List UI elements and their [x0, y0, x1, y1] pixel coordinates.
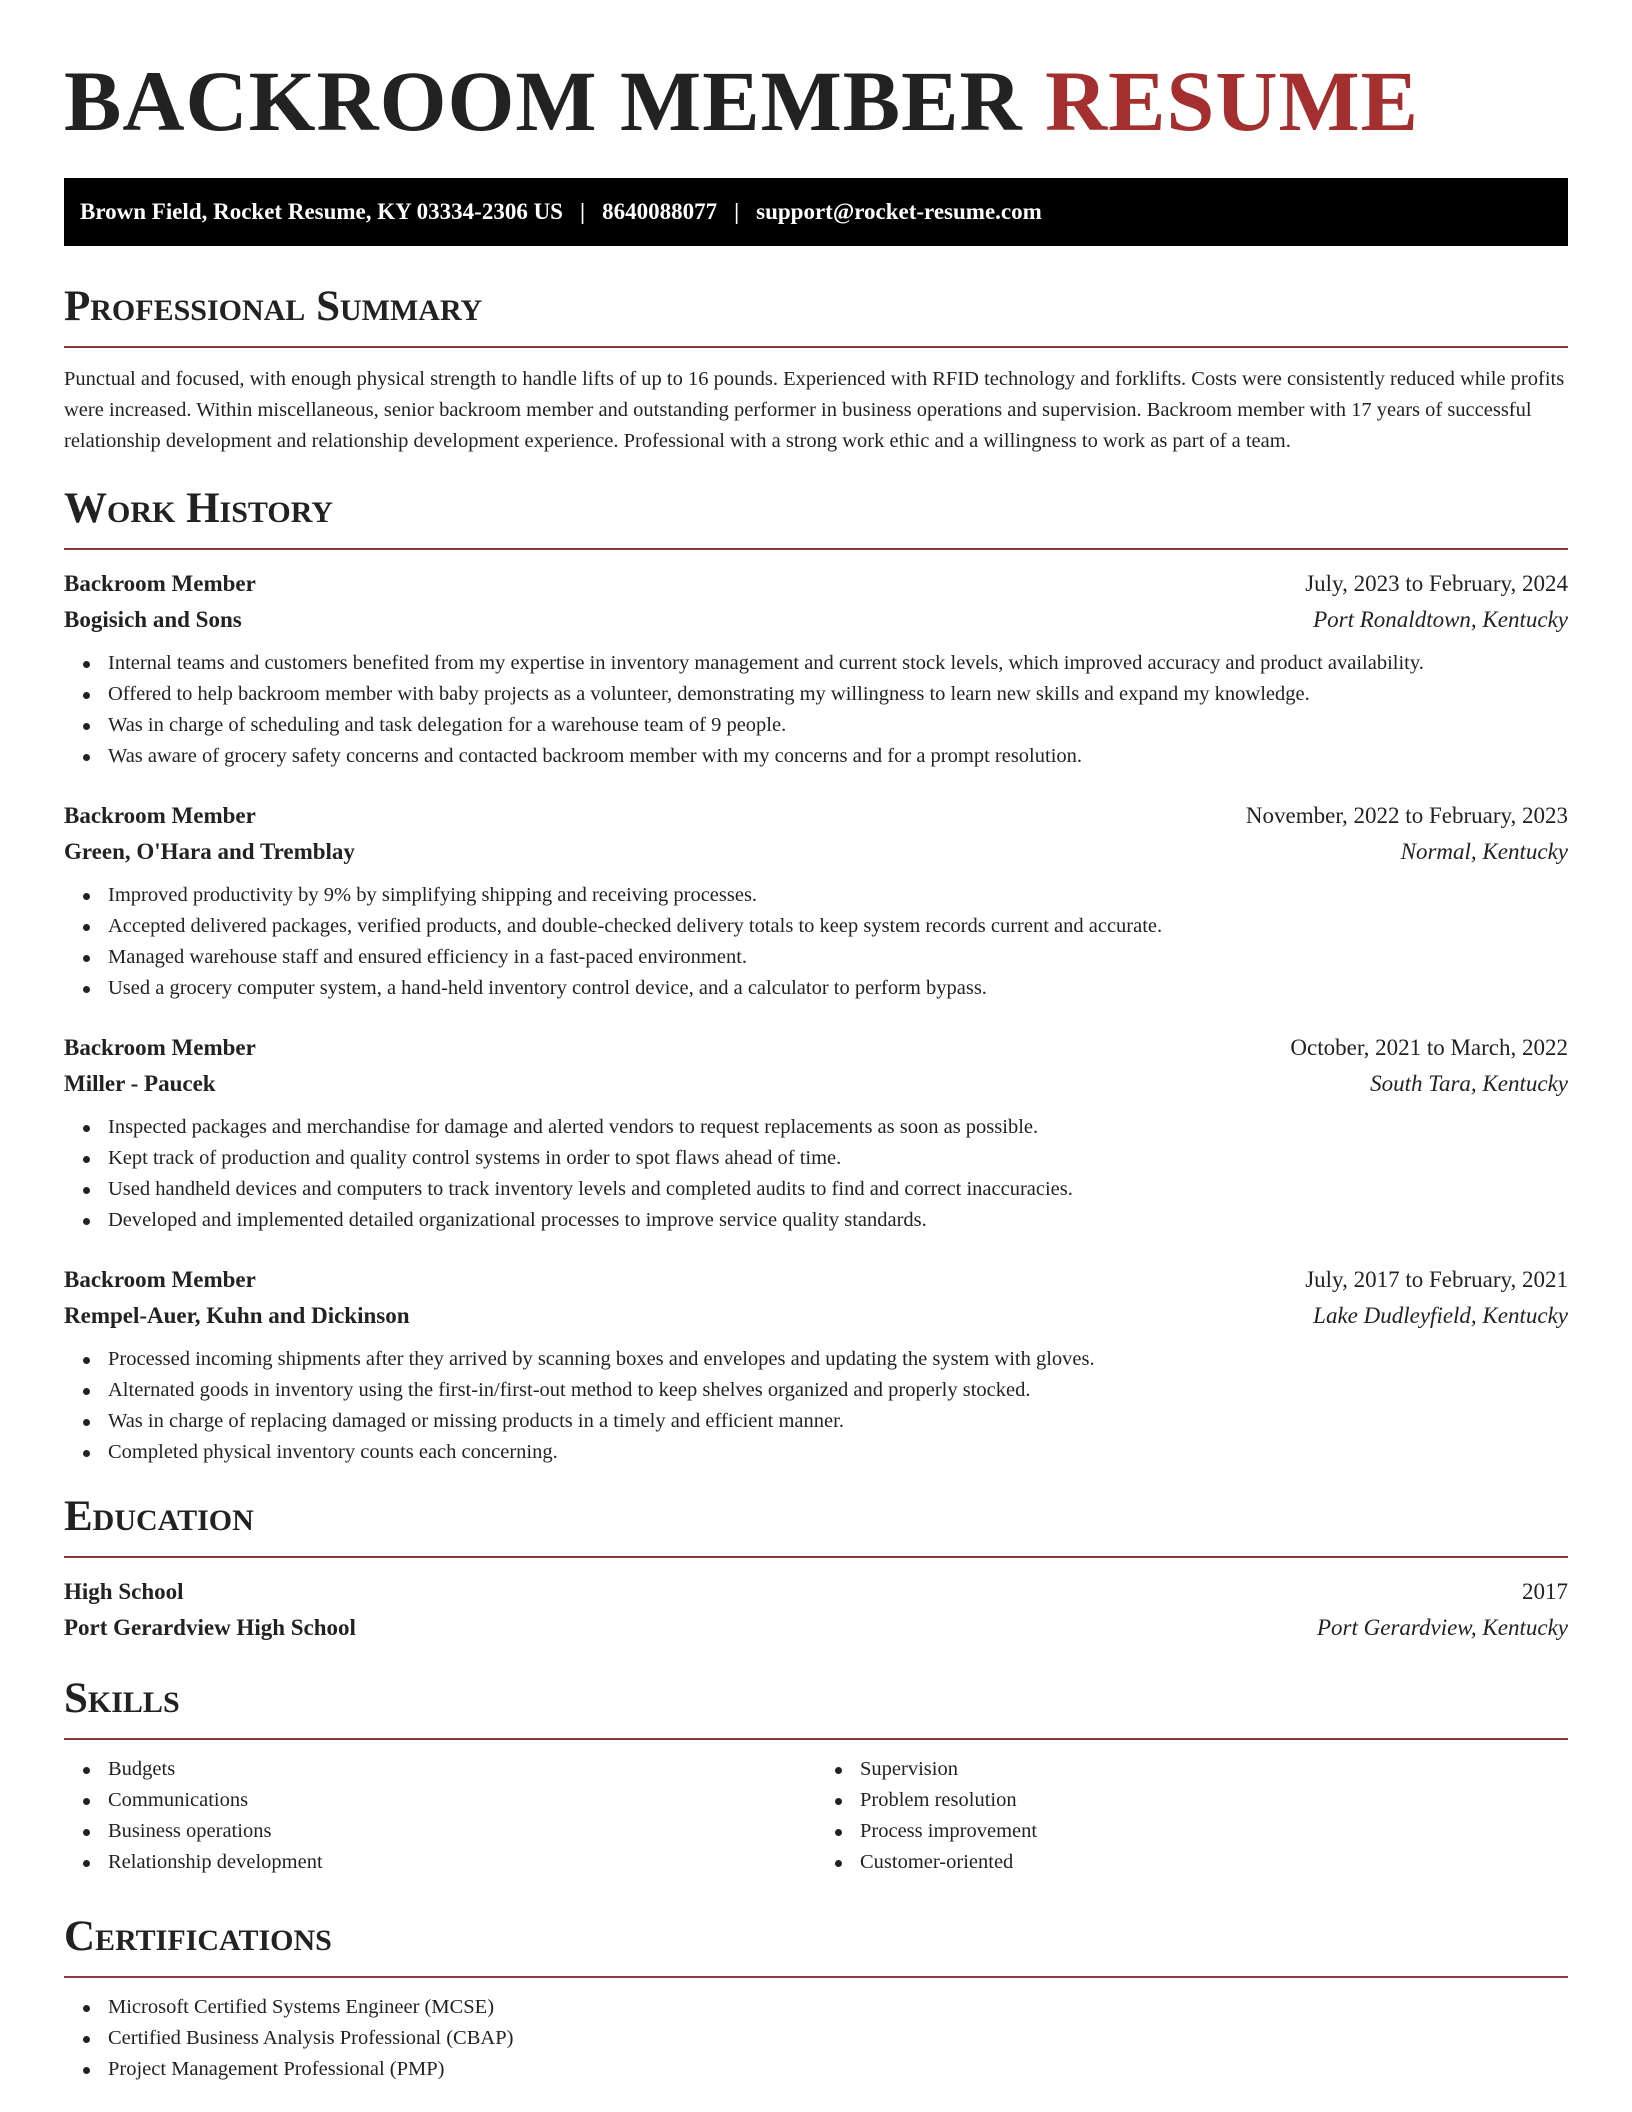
- list-item: Improved productivity by 9% by simplifying shipping and receiving processes.: [108, 880, 1568, 911]
- job-title: Backroom Member: [64, 1035, 256, 1060]
- title-accent: RESUME: [1045, 53, 1420, 149]
- job-company: Bogisich and Sons: [64, 607, 242, 632]
- job-duties: [64, 880, 1568, 1004]
- title-main: BACKROOM MEMBER: [64, 53, 1023, 149]
- list-item: Managed warehouse staff and ensured efficiency in a fast-paced environment.: [108, 942, 1568, 973]
- job-entry: [64, 1262, 1568, 1468]
- contact-bar: [64, 178, 1568, 246]
- job-subheader: [64, 602, 1568, 638]
- job-subheader: [64, 834, 1568, 870]
- job-location: Lake Dudleyfield, Kentucky: [1313, 1303, 1568, 1328]
- certifications-section: [64, 1912, 1568, 2085]
- section-heading-skills: Skills: [64, 1675, 180, 1722]
- list-item: Kept track of production and quality control systems in order to spot flaws ahead of time.: [108, 1143, 1568, 1174]
- job-header: [64, 798, 1568, 834]
- job-dates: July, 2017 to February, 2021: [1305, 1267, 1568, 1292]
- education-subheader: [64, 1610, 1568, 1646]
- list-item: Communications: [108, 1785, 816, 1816]
- work-history-section: [64, 484, 1568, 1468]
- list-item: Process improvement: [860, 1816, 1568, 1847]
- job-duties: [64, 1112, 1568, 1236]
- job-company: Green, O'Hara and Tremblay: [64, 839, 355, 864]
- section-divider: [64, 346, 1568, 348]
- skills-section: [64, 1674, 1568, 1878]
- section-heading-work-history: Work History: [64, 485, 333, 532]
- list-item: Developed and implemented detailed organizational processes to improve service quality standards.: [108, 1205, 1568, 1236]
- list-item: Business operations: [108, 1816, 816, 1847]
- job-title: Backroom Member: [64, 571, 256, 596]
- list-item: Alternated goods in inventory using the first-in/first-out method to keep shelves organized and properly stocked.: [108, 1375, 1568, 1406]
- skills-columns: [64, 1740, 1568, 1878]
- job-entry: [64, 798, 1568, 1004]
- list-item: Budgets: [108, 1754, 816, 1785]
- section-heading-education: Education: [64, 1493, 254, 1540]
- contact-separator: |: [579, 199, 586, 224]
- education-degree: High School: [64, 1579, 184, 1604]
- section-divider: [64, 1976, 1568, 1978]
- list-item: Project Management Professional (PMP): [108, 2054, 1568, 2085]
- contact-email[interactable]: support@rocket-resume.com: [756, 199, 1042, 224]
- job-duties: [64, 1344, 1568, 1468]
- list-item: Supervision: [860, 1754, 1568, 1785]
- job-subheader: [64, 1298, 1568, 1334]
- job-dates: July, 2023 to February, 2024: [1305, 571, 1568, 596]
- contact-phone: 8640088077: [602, 199, 718, 224]
- list-item: Relationship development: [108, 1847, 816, 1878]
- section-divider: [64, 548, 1568, 550]
- list-item: Accepted delivered packages, verified products, and double-checked delivery totals to keep system records current and accurate.: [108, 911, 1568, 942]
- list-item: Inspected packages and merchandise for damage and alerted vendors to request replacements as soon as possible.: [108, 1112, 1568, 1143]
- list-item: Certified Business Analysis Professional (CBAP): [108, 2023, 1568, 2054]
- list-item: Customer-oriented: [860, 1847, 1568, 1878]
- job-entry: [64, 1030, 1568, 1236]
- job-header: [64, 1030, 1568, 1066]
- section-divider: [64, 1556, 1568, 1558]
- job-duties: [64, 648, 1568, 772]
- job-header: [64, 1262, 1568, 1298]
- resume-title: [64, 0, 1568, 149]
- list-item: Completed physical inventory counts each concerning.: [108, 1437, 1568, 1468]
- list-item: Offered to help backroom member with baby projects as a volunteer, demonstrating my willingness to learn new skills and expand my knowledge.: [108, 679, 1568, 710]
- job-title: Backroom Member: [64, 1267, 256, 1292]
- list-item: Processed incoming shipments after they arrived by scanning boxes and envelopes and updating the system with gloves.: [108, 1344, 1568, 1375]
- education-school: Port Gerardview High School: [64, 1615, 356, 1640]
- education-section: [64, 1492, 1568, 1646]
- list-item: Used handheld devices and computers to track inventory levels and completed audits to find and correct inaccuracies.: [108, 1174, 1568, 1205]
- job-dates: October, 2021 to March, 2022: [1290, 1035, 1568, 1060]
- list-item: Was in charge of scheduling and task delegation for a warehouse team of 9 people.: [108, 710, 1568, 741]
- job-header: [64, 566, 1568, 602]
- section-heading-certifications: Certifications: [64, 1913, 332, 1960]
- summary-text: Punctual and focused, with enough physical strength to handle lifts of up to 16 pounds. Experienced with RFID technology and forklifts. Costs were consistently reduced while profits were increased. Within miscellaneous, senior backroom member and outstanding performer in business operations and supervision. Backroom member with 17 years of successful relationship development and relationship development experience. Professional with a strong work ethic and a willingness to work as part of a team.: [64, 368, 1565, 452]
- education-entry: [64, 1574, 1568, 1646]
- job-location: Normal, Kentucky: [1400, 839, 1568, 864]
- list-item: Was in charge of replacing damaged or missing products in a timely and efficient manner.: [108, 1406, 1568, 1437]
- section-heading-summary: Professional Summary: [64, 283, 483, 330]
- education-location: Port Gerardview, Kentucky: [1316, 1615, 1568, 1640]
- list-item: Internal teams and customers benefited from my expertise in inventory management and current stock levels, which improved accuracy and product availability.: [108, 648, 1568, 679]
- education-header: [64, 1574, 1568, 1610]
- certifications-list: [64, 1992, 1568, 2085]
- education-year: 2017: [1522, 1579, 1568, 1604]
- job-subheader: [64, 1066, 1568, 1102]
- job-entry: [64, 566, 1568, 772]
- job-dates: November, 2022 to February, 2023: [1245, 803, 1568, 828]
- list-item: Used a grocery computer system, a hand-held inventory control device, and a calculator to perform bypass.: [108, 973, 1568, 1004]
- job-location: South Tara, Kentucky: [1370, 1071, 1568, 1096]
- job-company: Miller - Paucek: [64, 1071, 216, 1096]
- skills-list-left: [64, 1754, 816, 1878]
- list-item: Microsoft Certified Systems Engineer (MCSE): [108, 1992, 1568, 2023]
- job-title: Backroom Member: [64, 803, 256, 828]
- contact-separator: |: [734, 199, 740, 224]
- job-company: Rempel-Auer, Kuhn and Dickinson: [64, 1303, 410, 1328]
- list-item: Problem resolution: [860, 1785, 1568, 1816]
- summary-section: [64, 282, 1568, 457]
- skills-list-right: [816, 1754, 1568, 1878]
- list-item: Was aware of grocery safety concerns and contacted backroom member with my concerns and for a prompt resolution.: [108, 741, 1568, 772]
- job-location: Port Ronaldtown, Kentucky: [1313, 607, 1568, 632]
- contact-address: Brown Field, Rocket Resume, KY 03334-2306 US: [80, 199, 563, 224]
